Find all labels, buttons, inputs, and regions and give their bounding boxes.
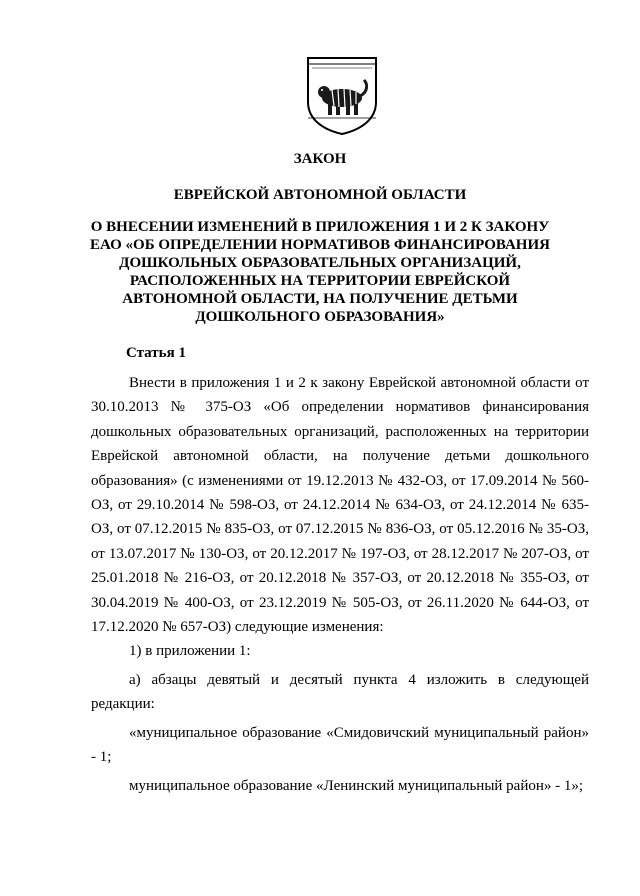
item-1: 1) в приложении 1:: [129, 643, 251, 660]
law-title: О ВНЕСЕНИИ ИЗМЕНЕНИЙ В ПРИЛОЖЕНИЯ 1 И 2 К ЗАКОНУ ЕАО «ОБ ОПРЕДЕЛЕНИИ НОРМАТИВОВ ФИНАНСИРОВАНИЯ ДОШКОЛЬНЫХ ОБРАЗОВАТЕЛЬНЫХ ОРГАНИЗАЦИЙ, РАСПОЛОЖЕННЫХ НА ТЕРРИТОРИИ ЕВРЕЙСКОЙ АВТОНОМНОЙ ОБЛАСТИ, НА ПОЛУЧЕНИЕ ДЕТЬМИ ДОШКОЛЬНОГО ОБРАЗОВАНИЯ»: [90, 219, 550, 325]
quote-line-1: «муниципальное образование «Смидовичский муниципальный район» - 1;: [91, 724, 589, 766]
quote-line-2: муниципальное образование «Ленинский муниципальный район» - 1»;: [129, 777, 584, 794]
item-1a: а) абзацы девятый и десятый пункта 4 изложить в следующей редакции:: [91, 671, 589, 713]
main-paragraph: Внести в приложения 1 и 2 к закону Еврейской автономной области от 30.10.2013 № 375-ОЗ «Об определении нормативов финансирования дошкольных образовательных организаций, расположенных на территории Еврейской автономной области, на получение детьми дошкольного образования» (с изменениями от 19.12.2013 № 432-ОЗ, от 17.09.2014 № 560-ОЗ, от 29.10.2014 № 598-ОЗ, от 24.12.2014 № 634-ОЗ, от 24.12.2014 № 635-ОЗ, от 07.12.2015 № 835-ОЗ, от 07.12.2015 № 836-ОЗ, от 05.12.2016 № 35-ОЗ, от 13.07.2017 № 130-ОЗ, от 20.12.2017 № 197-ОЗ, от 28.12.2017 № 207-ОЗ, от 25.01.2018 № 216-ОЗ, от 20.12.2018 № 357-ОЗ, от 20.12.2018 № 355-ОЗ, от 30.04.2019 № 400-ОЗ, от 23.12.2019 № 505-ОЗ, от 26.11.2020 № 644-ОЗ, от 17.12.2020 № 657-ОЗ) следующие изменения:: [91, 375, 589, 636]
region-heading: ЕВРЕЙСКОЙ АВТОНОМНОЙ ОБЛАСТИ: [173, 187, 467, 203]
article-heading: Статья 1: [126, 345, 186, 361]
article-body: [91, 371, 589, 798]
document-type-heading: ЗАКОН: [293, 151, 347, 167]
coat-of-arms-tiger-icon: [302, 56, 382, 136]
